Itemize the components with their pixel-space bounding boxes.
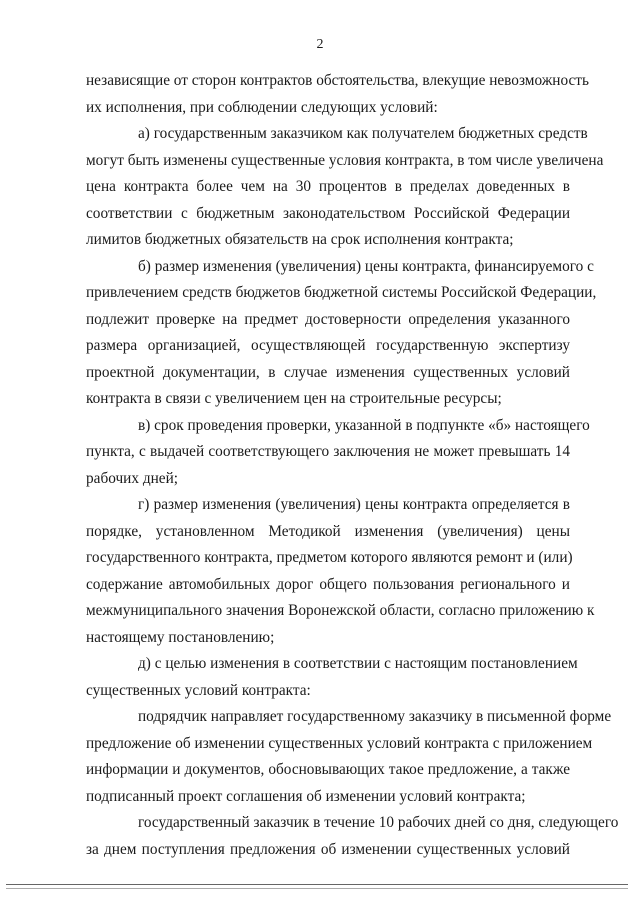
text-line: контракта в связи с увеличением цен на строительные ресурсы;	[86, 390, 502, 407]
text-line: независящие от сторон контрактов обстоятельства, влекущие невозможность	[86, 72, 589, 89]
text-line: соответствии с бюджетным законодательством Российской Федерации	[86, 204, 570, 222]
paragraph	[86, 68, 589, 121]
text-line: проектной документации, в случае изменения существенных условий	[86, 363, 570, 381]
text-line: размера организацией, осуществляющей государственную экспертизу	[86, 337, 570, 354]
text-line: д) с целью изменения в соответствии с настоящим постановлением	[138, 655, 578, 672]
paragraph	[86, 413, 590, 493]
paragraph	[86, 121, 604, 254]
text-line: государственного контракта, предметом которого являются ремонт и (или)	[86, 549, 573, 566]
text-line: подписанный проект соглашения об изменении условий контракта;	[86, 787, 526, 805]
text-line: подлежит проверке на предмет достоверности определения указанного	[86, 310, 570, 328]
paragraph	[86, 492, 595, 651]
text-line: порядке, установленном Методикой изменения (увеличения) цены	[86, 522, 570, 540]
page-number: 2	[316, 37, 324, 52]
page-edge-line-secondary	[6, 888, 628, 889]
paragraph	[86, 651, 578, 704]
text-line: информации и документов, обосновывающих такое предложение, а также	[86, 761, 570, 778]
text-line: привлечением средств бюджетов бюджетной системы Российской Федерации,	[86, 284, 597, 301]
paragraph	[86, 254, 597, 413]
paragraph	[86, 704, 612, 810]
paragraph	[86, 810, 619, 863]
text-line: содержание автомобильных дорог общего пользования регионального и	[86, 575, 570, 593]
text-line: в) срок проведения проверки, указанной в подпункте «б» настоящего	[138, 416, 590, 434]
text-line: могут быть изменены существенные условия контракта, в том числе увеличена	[86, 151, 604, 169]
text-line: за днем поступления предложения об изменении существенных условий	[86, 840, 570, 858]
text-line: рабочих дней;	[86, 469, 179, 487]
text-line: б) размер изменения (увеличения) цены контракта, финансируемого с	[138, 257, 594, 275]
text-line: существенных условий контракта:	[86, 681, 311, 699]
text-line: а) государственным заказчиком как получателем бюджетных средств	[138, 125, 588, 142]
text-line: их исполнения, при соблюдении следующих условий:	[86, 98, 438, 116]
document-body	[86, 68, 619, 863]
text-line: предложение об изменении существенных условий контракта с приложением	[86, 734, 593, 752]
text-line: настоящему постановлению;	[86, 628, 275, 646]
text-line: пункта, с выдачей соответствующего заключения не может превышать 14	[86, 443, 570, 460]
page-edge-line	[6, 884, 628, 885]
text-line: подрядчик направляет государственному заказчику в письменной форме	[138, 708, 612, 725]
text-line: межмуниципального значения Воронежской области, согласно приложению к	[86, 602, 595, 619]
text-line: цена контракта более чем на 30 процентов в пределах доведенных в	[86, 178, 570, 195]
text-line: г) размер изменения (увеличения) цены контракта определяется в	[138, 496, 570, 513]
text-line: лимитов бюджетных обязательств на срок исполнения контракта;	[86, 231, 514, 248]
text-line: государственный заказчик в течение 10 рабочих дней со дня, следующего	[138, 814, 619, 831]
